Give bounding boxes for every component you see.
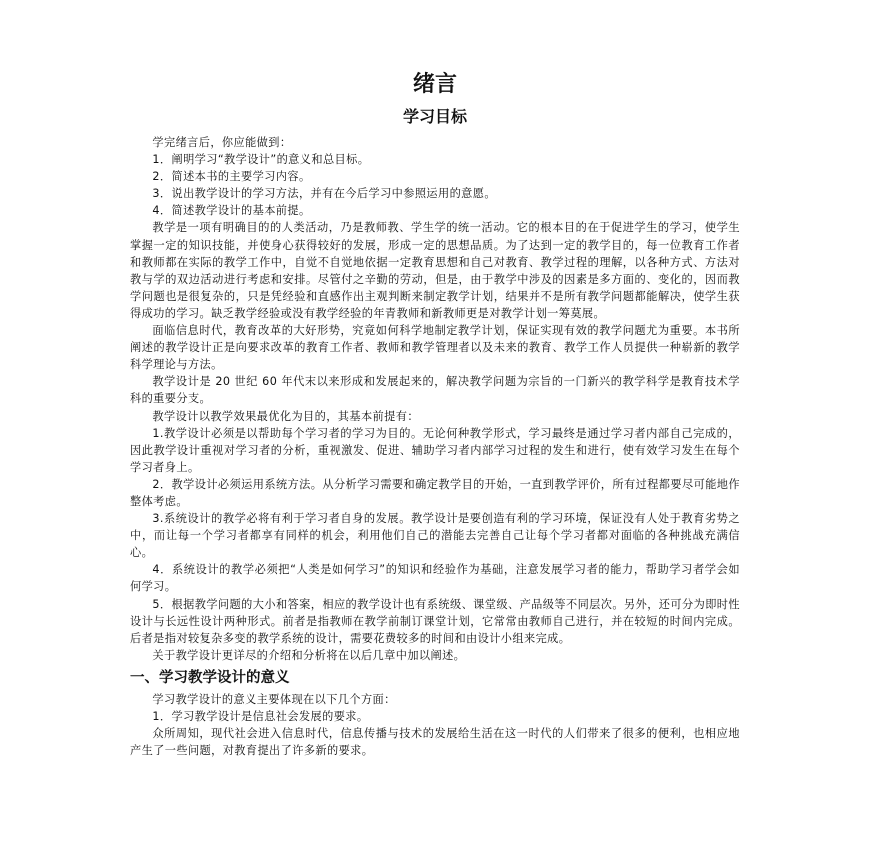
body-paragraph: 1．学习教学设计是信息社会发展的要求。 — [152, 710, 369, 723]
body-paragraph: 教学是一项有明确目的的人类活动，乃是教师教、学生学的统一活动。它的根本目的在于促进学生的学习，使学生掌握一定的知识技能，并使身心获得较好的发展，形成一定的思想品质。为了达到一定的教学目的，每一位教育工作者和教师都在实际的教学工作中，自觉不自觉地依据一定教育思想和自己对教育、教学过程的理解，以各种方式、方法对教与学的双边活动进行考虑和安排。尽管付之辛勤的劳动，但是，由于教学中涉及的因素是多方面的、变化的，因而教学问题也是很复杂的，只是凭经验和直感作出主观判断来制定教学计划，结果并不是所有教学问题都能解决，使学生获得成功的学习。缺乏教学经验或没有教学经验的年青教师和新教师更是对教学计划一筹莫展。 — [130, 221, 740, 320]
goal-item: 3．说出教学设计的学习方法，并有在今后学习中参照运用的意愿。 — [152, 187, 496, 201]
body-paragraph: 关于教学设计更详尽的介绍和分析将在以后几章中加以阐述。 — [152, 648, 466, 662]
section-heading: 一、学习教学设计的意义 — [130, 669, 290, 686]
document-title: 绪言 — [412, 72, 457, 97]
premise-item: 4．系统设计的教学必须把“人类是如何学习”的知识和经验作为基础，注意发展学习者的能力，帮助学习者学会如何学习。 — [130, 563, 740, 594]
goal-item: 2．简述本书的主要学习内容。 — [152, 170, 311, 184]
premise-item: 3.系统设计的教学必将有利于学习者自身的发展。教学设计是要创造有利的学习环境，保证没有人处于教育劣势之中，而让每一个学习者都享有同样的机会，利用他们自己的潜能去完善自己让每个学习者都对面临的各种挑战充满信心。 — [130, 512, 740, 560]
premise-item: 1.教学设计必须是以帮助每个学习者的学习为目的。无论何种教学形式，学习最终是通过学习者内部自己完成的，因此教学设计重视对学习者的分析，重视激发、促进、辅助学习者内部学习过程的发生和进行，使有效学习发生在每个学习者身上。 — [130, 426, 740, 474]
body-paragraph: 教学设计以教学效果最优化为目的，其基本前提有： — [152, 409, 419, 423]
body-paragraph: 众所周知，现代社会进入信息时代，信息传播与技术的发展给生活在这一时代的人们带来了很多的便利，也相应地产生了一些问题，对教育提出了许多新的要求。 — [130, 727, 740, 758]
body-paragraph: 学习教学设计的意义主要体现在以下几个方面： — [152, 692, 396, 706]
goal-item: 1．阐明学习“教学设计”的意义和总目标。 — [152, 153, 370, 167]
intro-line: 学完绪言后，你应能做到： — [152, 136, 292, 149]
document-page — [130, 70, 740, 759]
goal-item: 4．简述教学设计的基本前提。 — [152, 204, 311, 218]
section-subtitle: 学习目标 — [402, 107, 467, 126]
premise-item: 5．根据教学问题的大小和答案，相应的教学设计也有系统级、课堂级、产品级等不同层次。另外，还可分为即时性设计与长远性设计两种形式。前者是指教师在教学前制订课堂计划，它常常由教师自己进行，并在较短的时间内完成。后者是指对较复杂多变的教学系统的设计，需要花费较多的时间和由设计小组来完成。 — [130, 597, 740, 645]
body-paragraph: 教学设计是 20 世纪 60 年代末以来形成和发展起来的，解决教学问题为宗旨的一门新兴的教学科学是教育技术学科的重要分支。 — [130, 375, 740, 406]
premise-item: 2．教学设计必须运用系统方法。从分析学习需要和确定教学目的开始，一直到教学评价，所有过程都要尽可能地作整体考虑。 — [130, 477, 740, 508]
body-paragraph: 面临信息时代，教育改革的大好形势，究竟如何科学地制定教学计划，保证实现有效的教学问题尤为重要。本书所阐述的教学设计正是向要求改革的教育工作者、教师和教学管理者以及未来的教育、教学工作人员提供一种崭新的教学科学理论与方法。 — [130, 324, 740, 372]
